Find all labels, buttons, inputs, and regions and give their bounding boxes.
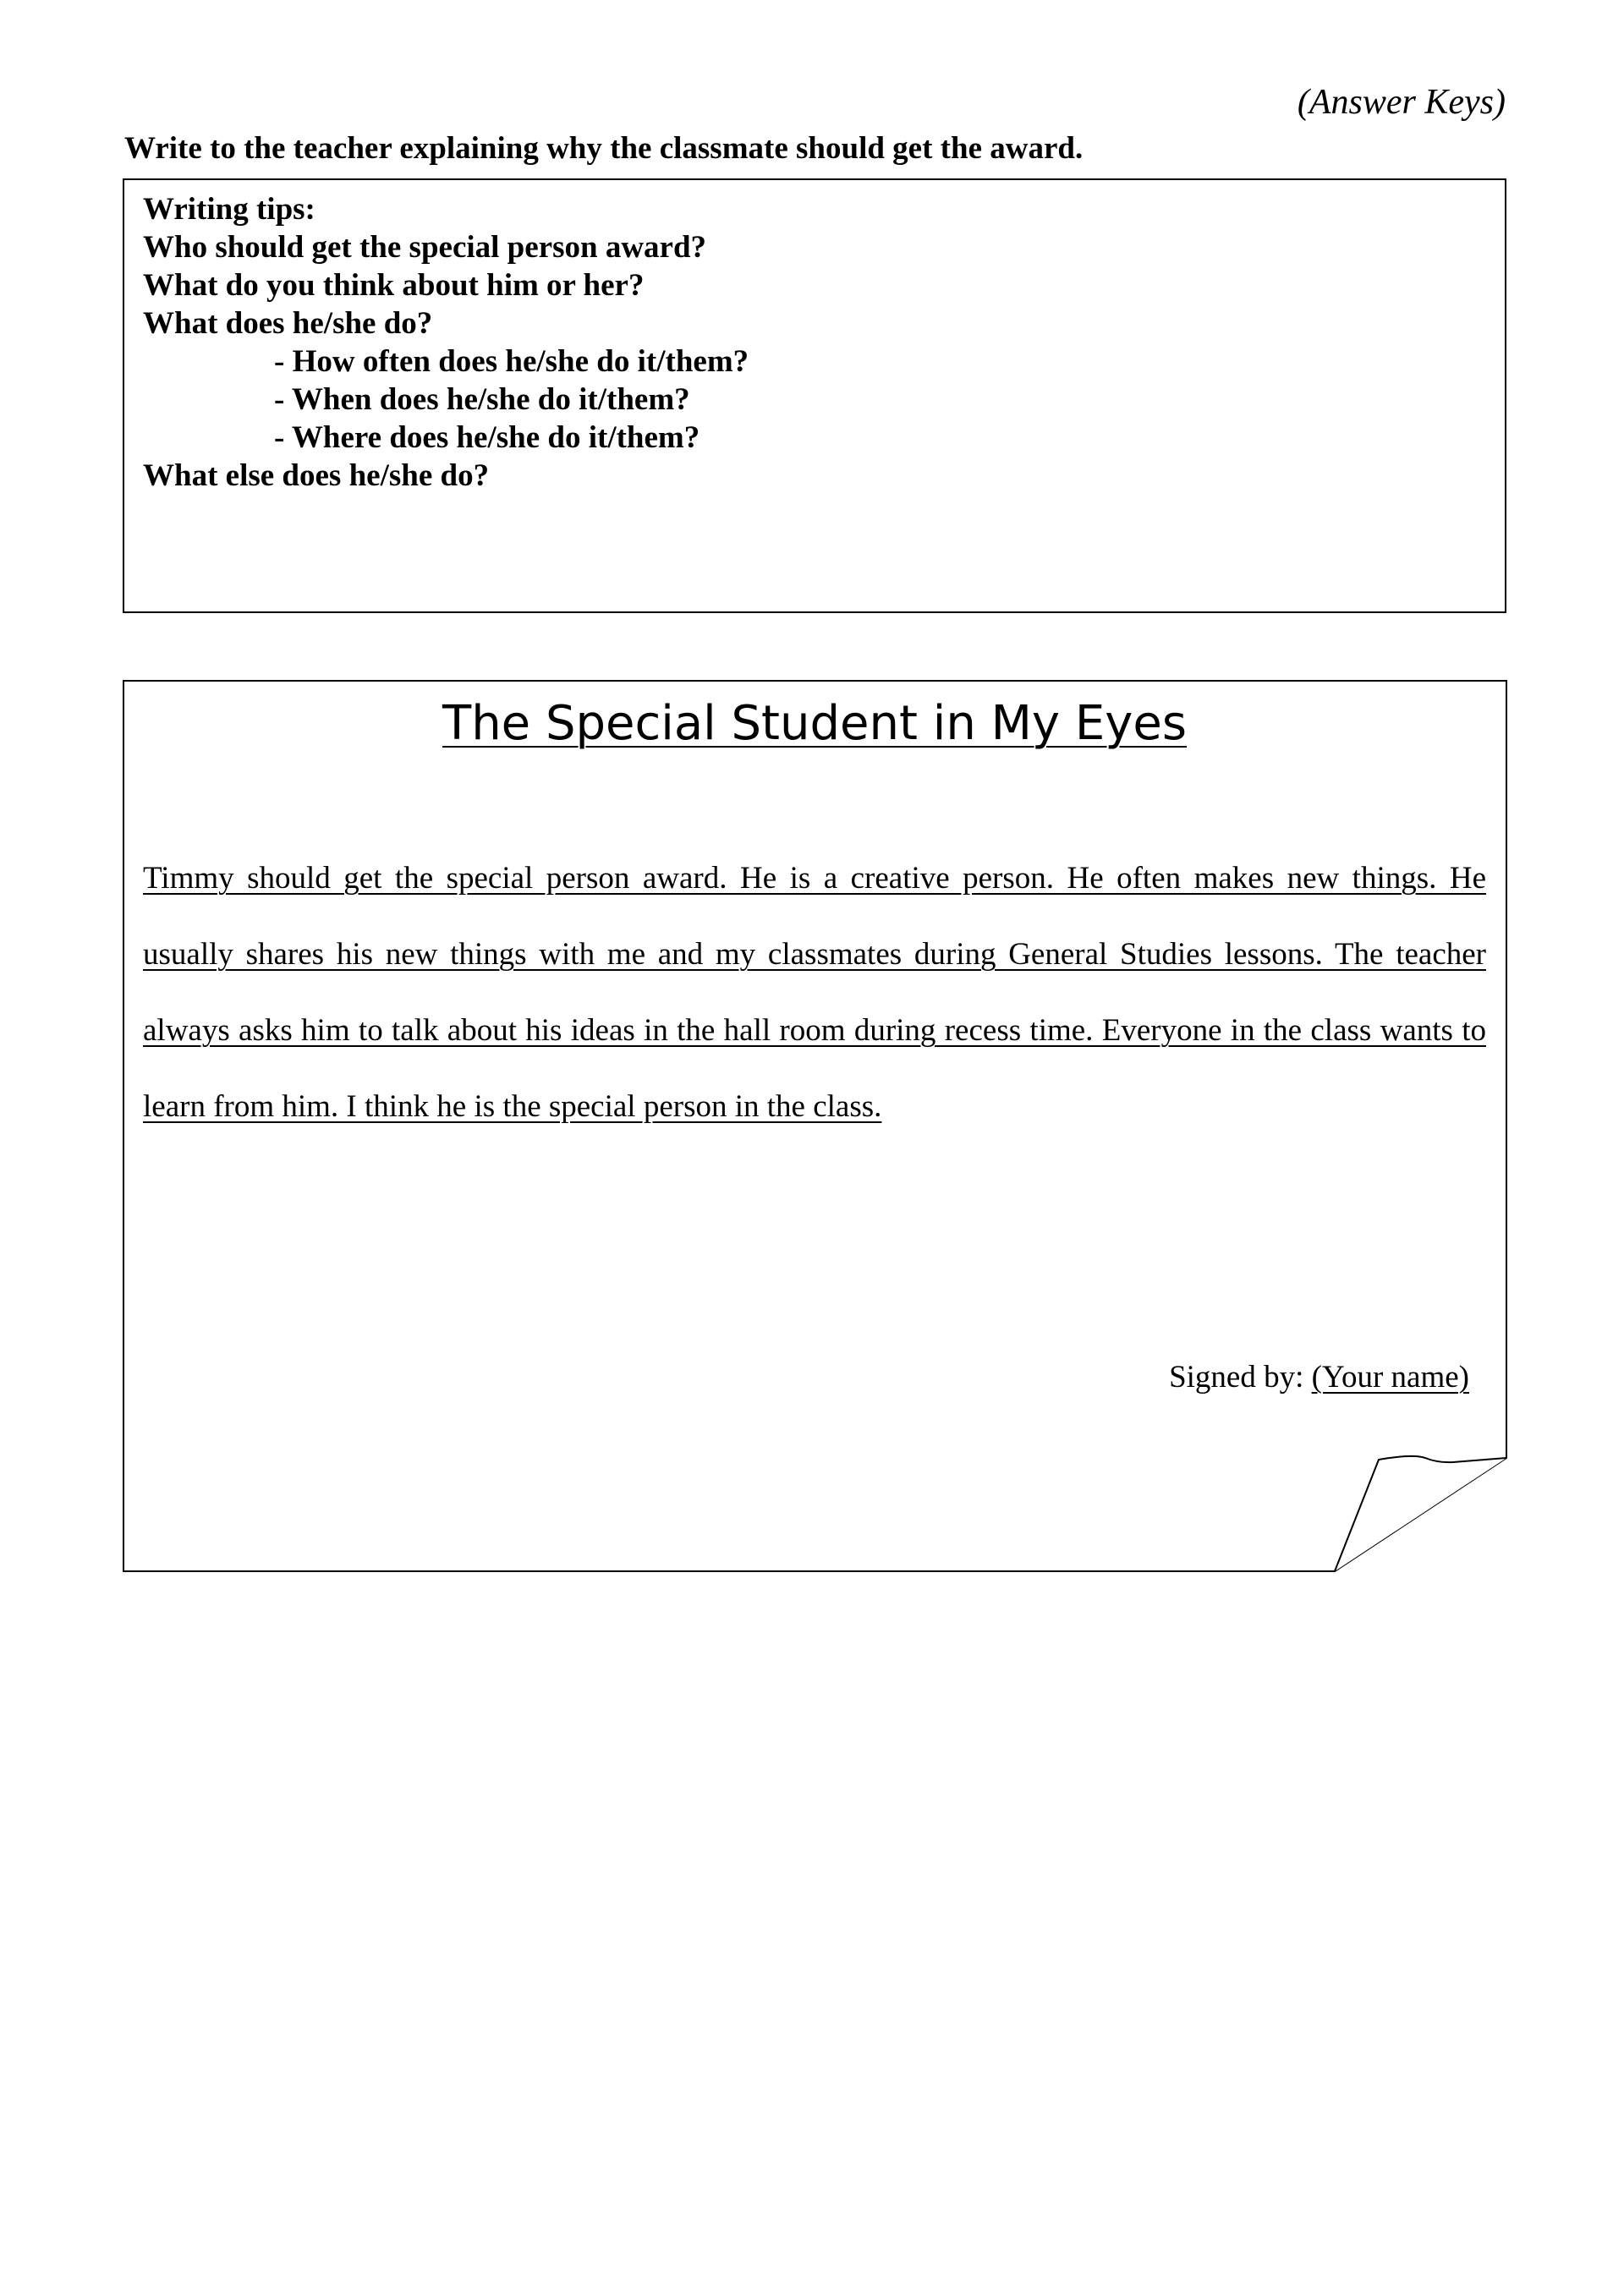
signed-label: Signed by: xyxy=(1169,1360,1312,1395)
tip-question: What do you think about him or her? xyxy=(143,268,645,303)
letter-title: The Special Student in My Eyes xyxy=(442,696,1188,751)
tip-question: What else does he/she do? xyxy=(143,458,490,493)
tip-subquestion: - Where does he/she do it/them? xyxy=(274,420,700,455)
letter-sheet xyxy=(123,680,1510,1572)
answer-keys-label: (Answer Keys) xyxy=(1297,83,1506,122)
tip-question: What does he/she do? xyxy=(143,306,433,341)
writing-tips-box xyxy=(123,178,1506,613)
letter-body: Timmy should get the special person award. He is a creative person. He often makes new things. He usually shares his new things with me and my classmates during General Studies lessons. The teacher always asks him to talk about his ideas in the hall room during recess time. Everyone in the class wants to learn from him. I think he is the special person in the class. xyxy=(143,861,1486,1124)
tip-subquestion: - How often does he/she do it/them? xyxy=(274,344,749,379)
signature-line xyxy=(1169,1358,1469,1397)
task-instruction: Write to the teacher explaining why the classmate should get the award. xyxy=(124,131,1084,166)
tips-heading: Writing tips: xyxy=(143,192,315,227)
signed-name: (Your name) xyxy=(1311,1360,1469,1395)
tip-subquestion: - When does he/she do it/them? xyxy=(274,382,690,417)
tip-question: Who should get the special person award? xyxy=(143,230,707,265)
